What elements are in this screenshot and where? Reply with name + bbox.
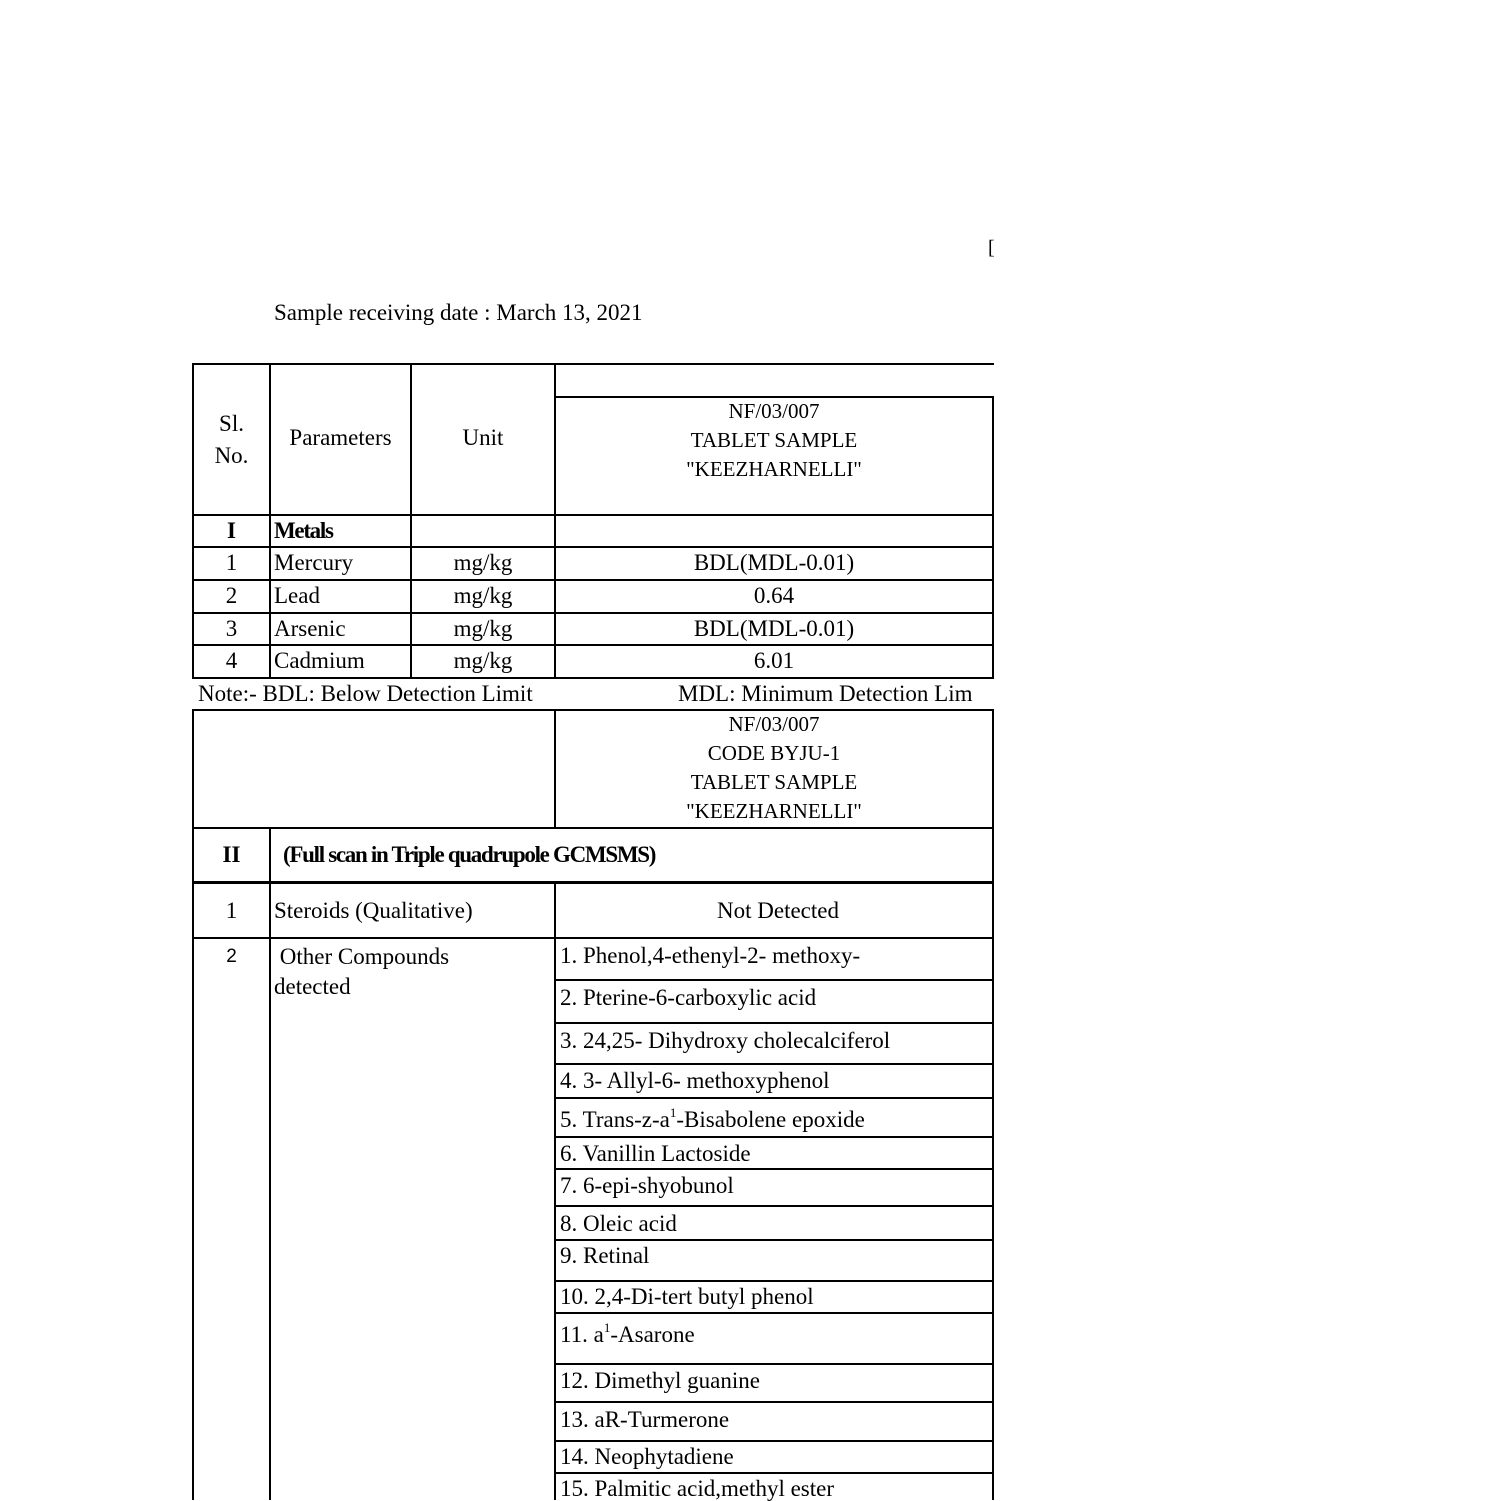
sample-code-line: CODE BYJU-1 <box>707 741 841 765</box>
row-number: 1 <box>225 898 238 923</box>
list-item: 3. 24,25- Dihydroxy cholecalciferol <box>560 1028 891 1053</box>
header-unit: Unit <box>462 425 504 450</box>
row-number: 1 <box>225 550 238 575</box>
list-item: 10. 2,4-Di-tert butyl phenol <box>560 1284 814 1309</box>
row-parameter <box>274 942 449 1002</box>
row-number: 2 <box>225 583 238 608</box>
section-title: (Full scan in Triple quadrupole GCMSMS) <box>283 842 656 867</box>
sample-id-line: NF/03/007 <box>728 712 820 736</box>
section-title: Metals <box>274 518 333 543</box>
row-number: 3 <box>225 616 238 641</box>
row-value: 6.01 <box>753 648 795 673</box>
list-item: 13. aR-Turmerone <box>560 1407 730 1432</box>
note-mdl: MDL: Minimum Detection Lim <box>678 682 973 705</box>
list-item: 1. Phenol,4-ethenyl-2- methoxy- <box>560 943 861 968</box>
sample-type-line: TABLET SAMPLE <box>690 428 858 452</box>
list-item: 5. Trans-$z-a^1$-Bisabolene epoxide <box>560 1105 865 1132</box>
row-number: 2 <box>226 946 237 967</box>
list-item: 11. $a^1$-Asarone <box>560 1320 695 1347</box>
header-parameters: Parameters <box>289 425 392 450</box>
sample-receiving-date: Sample receiving date : March 13, 2021 <box>274 300 643 325</box>
list-item: 8. Oleic acid <box>560 1211 677 1236</box>
row-unit: mg/kg <box>453 616 513 641</box>
param-line: Other Compounds <box>274 944 450 969</box>
list-item: 12. Dimethyl guanine <box>560 1368 760 1393</box>
sample-id-line: NF/03/007 <box>728 399 820 423</box>
row-number: 4 <box>225 648 238 673</box>
section-number: I <box>227 518 236 543</box>
table2-sample-id <box>556 710 992 826</box>
list-item: 2. Pterine-6-carboxylic acid <box>560 985 817 1010</box>
row-value: Not Detected <box>717 898 839 923</box>
list-item: 15. Palmitic acid,methyl ester <box>560 1476 835 1501</box>
sample-name-line: "KEEZHARNELLI" <box>686 457 862 481</box>
row-unit: mg/kg <box>453 648 513 673</box>
row-parameter: Steroids (Qualitative) <box>274 898 473 923</box>
header-sl-no: Sl. No. <box>214 411 249 468</box>
row-unit: mg/kg <box>453 550 513 575</box>
row-value: BDL(MDL-0.01) <box>693 550 855 575</box>
list-item: 14. Neophytadiene <box>560 1444 734 1469</box>
note-bdl: Note:- BDL: Below Detection Limit <box>198 681 533 706</box>
list-item: 7. 6-epi-shyobunol <box>560 1173 734 1198</box>
section-number: II <box>222 842 241 867</box>
row-parameter: Cadmium <box>274 648 365 673</box>
row-value: BDL(MDL-0.01) <box>693 616 855 641</box>
list-item: 6. Vanillin Lactoside <box>560 1141 751 1166</box>
header-sample-id <box>556 397 992 484</box>
list-item: 9. Retinal <box>560 1243 650 1268</box>
row-parameter: Lead <box>274 583 320 608</box>
row-value: 0.64 <box>753 583 795 608</box>
sample-type-line: TABLET SAMPLE <box>690 770 858 794</box>
list-item: 4. 3- Allyl-6- methoxyphenol <box>560 1068 830 1093</box>
row-parameter: Arsenic <box>274 616 346 641</box>
sample-name-line: "KEEZHARNELLI" <box>686 799 862 823</box>
corner-mark: [ <box>988 237 995 259</box>
row-parameter: Mercury <box>274 550 354 575</box>
row-unit: mg/kg <box>453 583 513 608</box>
param-line: detected <box>274 974 351 999</box>
